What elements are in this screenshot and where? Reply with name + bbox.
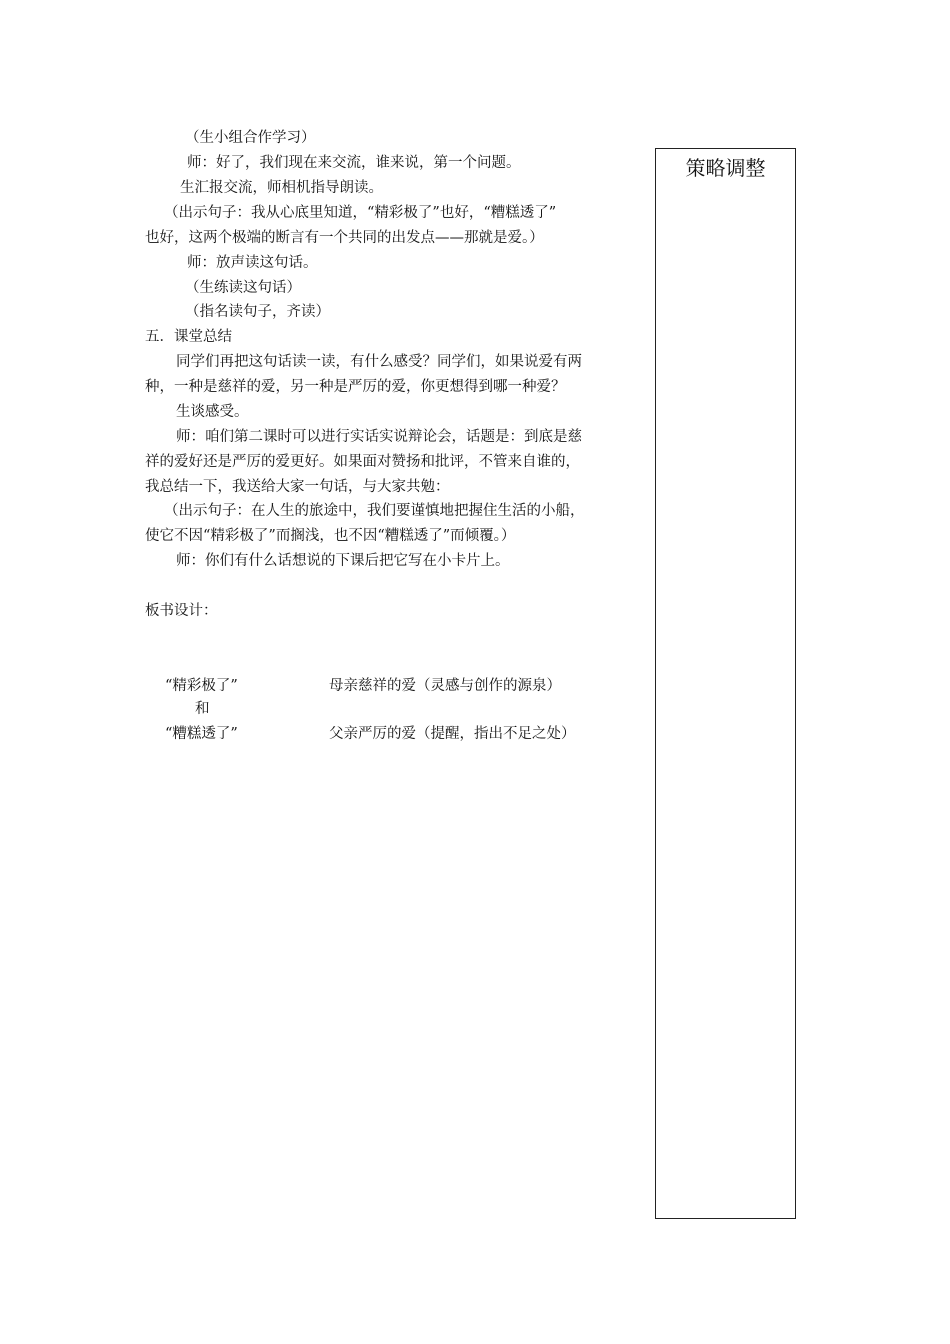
text-line: （出示句子：我从心底里知道，“精彩极了”也好，“糟糕透了” [164,205,557,221]
text-line: 我总结一下，我送给大家一句话，与大家共勉： [145,479,450,495]
text-line: （生练读这句话） [185,280,301,296]
text-line: 祥的爱好还是严厉的爱更好。如果面对赞扬和批评，不管来自谁的， [145,454,580,470]
strategy-adjustment-title: 策略调整 [685,156,766,180]
text-line: （生小组合作学习） [185,130,316,146]
board-title: 板书设计： [145,603,218,619]
board-right-bottom: 父亲严厉的爱（提醒，指出不足之处） [329,726,576,742]
section-heading: 五．课堂总结 [145,329,232,345]
text-line: 生谈感受。 [176,404,249,420]
board-left-top: “精彩极了” [165,678,238,694]
text-line: 师：你们有什么话想说的下课后把它写在小卡片上。 [176,553,510,569]
board-left-bottom: “糟糕透了” [165,726,238,742]
text-line: （指名读句子，齐读） [185,304,330,320]
text-line: 同学们再把这句话读一读，有什么感受？同学们，如果说爱有两 [176,354,582,370]
strategy-adjustment-box [655,148,796,1219]
board-connector: 和 [195,701,210,717]
board-right-top: 母亲慈祥的爱（灵感与创作的源泉） [329,678,561,694]
text-line: （出示句子：在人生的旅途中，我们要谨慎地把握住生活的小船， [164,503,585,519]
text-line: 师：好了，我们现在来交流，谁来说，第一个问题。 [187,155,521,171]
text-line: 也好，这两个极端的断言有一个共同的出发点——那就是爱。） [145,230,544,246]
text-line: 生汇报交流，师相机指导朗读。 [180,180,383,196]
text-line: 师：放声读这句话。 [187,255,318,271]
text-line: 师：咱们第二课时可以进行实话实说辩论会，话题是：到底是慈 [176,429,582,445]
text-line: 种，一种是慈祥的爱，另一种是严厉的爱，你更想得到哪一种爱？ [145,379,566,395]
text-line: 使它不因“精彩极了”而搁浅，也不因“糟糕透了”而倾覆。） [145,528,516,544]
